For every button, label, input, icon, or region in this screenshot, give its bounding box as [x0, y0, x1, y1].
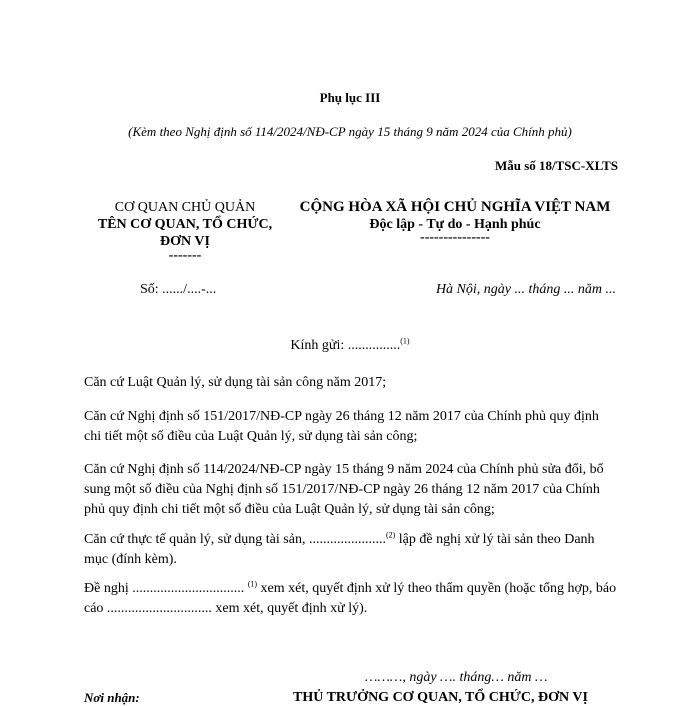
country-name: CỘNG HÒA XÃ HỘI CHỦ NGHĨA VIỆT NAM — [299, 199, 611, 215]
paragraph-law: Căn cứ Luật Quản lý, sử dụng tài sản công năm 2017; — [84, 375, 387, 390]
salutation-footnote: (1) — [400, 336, 410, 346]
right-divider: --------------- — [420, 230, 490, 245]
document-number: Số: ....../....-... — [140, 282, 217, 297]
appendix-subtitle: (Kèm theo Nghị định số 114/2024/NĐ-CP ngày 15 tháng 9 năm 2024 của Chính phủ) — [128, 124, 572, 139]
paragraph-proposal-basis — [84, 530, 618, 570]
appendix-title: Phụ lục III — [319, 90, 381, 105]
parent-agency: CƠ QUAN CHỦ QUẢN — [114, 200, 256, 215]
right-header — [290, 199, 620, 243]
proposal-basis-footnote: (2) — [385, 530, 396, 540]
request-text-a: Đề nghị ................................ — [84, 581, 248, 596]
request-text-b: xem xét, quyết định xử lý theo thẩm quyền (hoặc tổng hợp, báo cáo .............................. xem xét, quyết định xử lý). — [84, 581, 617, 616]
proposal-basis-text-a: Căn cứ thực tế quản lý, sử dụng tài sản, ...................... — [84, 532, 386, 547]
form-code: Mẫu số 18/TSC-XLTS — [494, 158, 618, 173]
paragraph-decree-114: Căn cứ Nghị định số 114/2024/NĐ-CP ngày 15 tháng 9 năm 2024 của Chính phủ sửa đổi, bổ sung một số điều của Nghị định số 151/2017/NĐ-CP ngày 26 tháng 12 năm 2017 của Chính phủ quy định chi tiết một số điều của Luật Quản lý, sử dụng tài sản công; — [84, 462, 604, 517]
left-header — [60, 199, 310, 262]
request-footnote: (1) — [247, 579, 258, 589]
recipients-label: Nơi nhận: — [84, 690, 140, 705]
national-motto: Độc lập - Tự do - Hạnh phúc — [369, 217, 541, 232]
left-divider: ------- — [168, 248, 202, 263]
agency-name-line1: TÊN CƠ QUAN, TỔ CHỨC, — [97, 217, 273, 232]
agency-name-line2: ĐƠN VỊ — [160, 234, 210, 249]
paragraph-request — [84, 579, 618, 619]
signer-title: THỦ TRƯỞNG CƠ QUAN, TỔ CHỨC, ĐƠN VỊ — [293, 690, 588, 705]
signing-date: ………, ngày …. tháng… năm … — [365, 670, 548, 685]
proposal-basis-text-b: lập đề nghị xử lý tài sản theo Danh mục (đính kèm). — [84, 532, 595, 567]
salutation-text: Kính gửi: ............... — [290, 338, 401, 353]
paragraph-decree-151: Căn cứ Nghị định số 151/2017/NĐ-CP ngày 26 tháng 12 năm 2017 của Chính phủ quy định chi tiết một số điều của Luật Quản lý, sử dụng tài sản công; — [84, 409, 599, 444]
place-date: Hà Nội, ngày ... tháng ... năm ... — [435, 282, 616, 297]
salutation — [0, 338, 700, 354]
